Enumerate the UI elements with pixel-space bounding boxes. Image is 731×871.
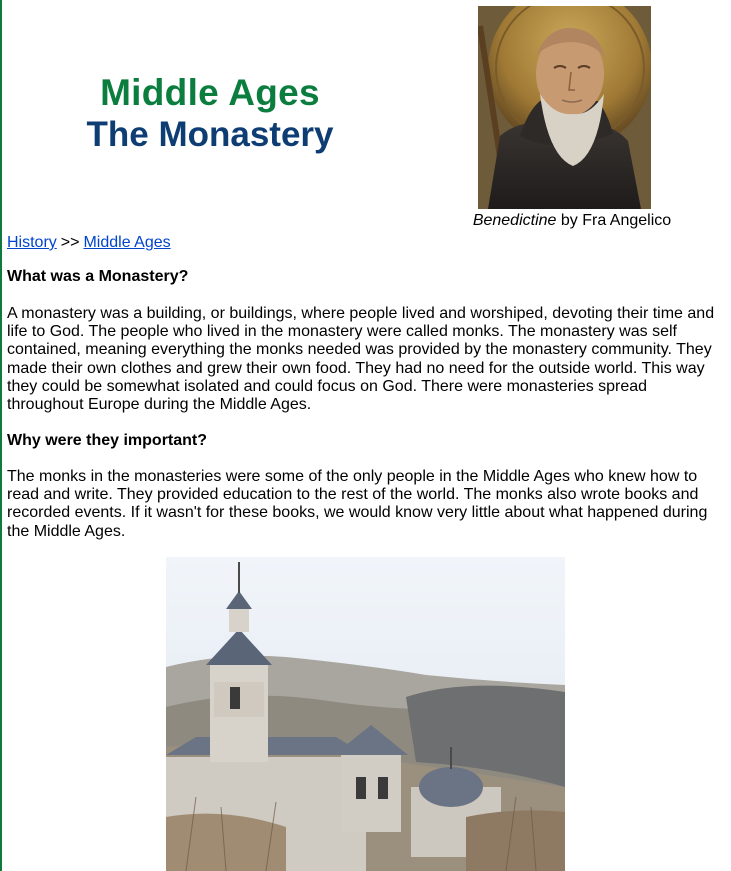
- section-body-what-was-a-monastery: A monastery was a building, or buildings, where people lived and worshiped, devoting their time and life to God. The people who lived in the monastery were called monks. The monastery was self contained, meaning everything the monks needed was provided by the monastery community. They made their own clothes and grew their own food. They had no need for the outside world. This way they could be somewhat isolated and could focus on God. There were monasteries spread throughout Europe during the Middle Ages.: [7, 305, 715, 414]
- breadcrumb-separator: >>: [60, 234, 80, 251]
- breadcrumb: [7, 234, 171, 252]
- monastery-photo: [166, 557, 565, 871]
- portrait-caption-title: Benedictine: [472, 212, 557, 229]
- portrait-caption-artist: by Fra Angelico: [556, 212, 672, 229]
- section-body-why-important: The monks in the monasteries were some of the only people in the Middle Ages who knew how to read and write. They provided education to the rest of the world. The monks also wrote books and recorded events. If it wasn't for these books, we would know very little about what happened during the Middle Ages.: [7, 468, 708, 540]
- section-heading-what-was-a-monastery: What was a Monastery?: [7, 268, 189, 285]
- page-left-border: [0, 0, 2, 871]
- title-block: [7, 72, 413, 156]
- breadcrumb-link-history[interactable]: History: [7, 234, 57, 251]
- breadcrumb-link-middle-ages[interactable]: Middle Ages: [83, 234, 171, 251]
- article-page: [7, 0, 723, 871]
- section-heading-why-important: Why were they important?: [7, 432, 208, 449]
- benedictine-portrait-image: [478, 6, 651, 209]
- portrait-caption: [465, 212, 679, 230]
- page-subtitle: The Monastery: [86, 115, 334, 154]
- page-title: Middle Ages: [100, 72, 320, 113]
